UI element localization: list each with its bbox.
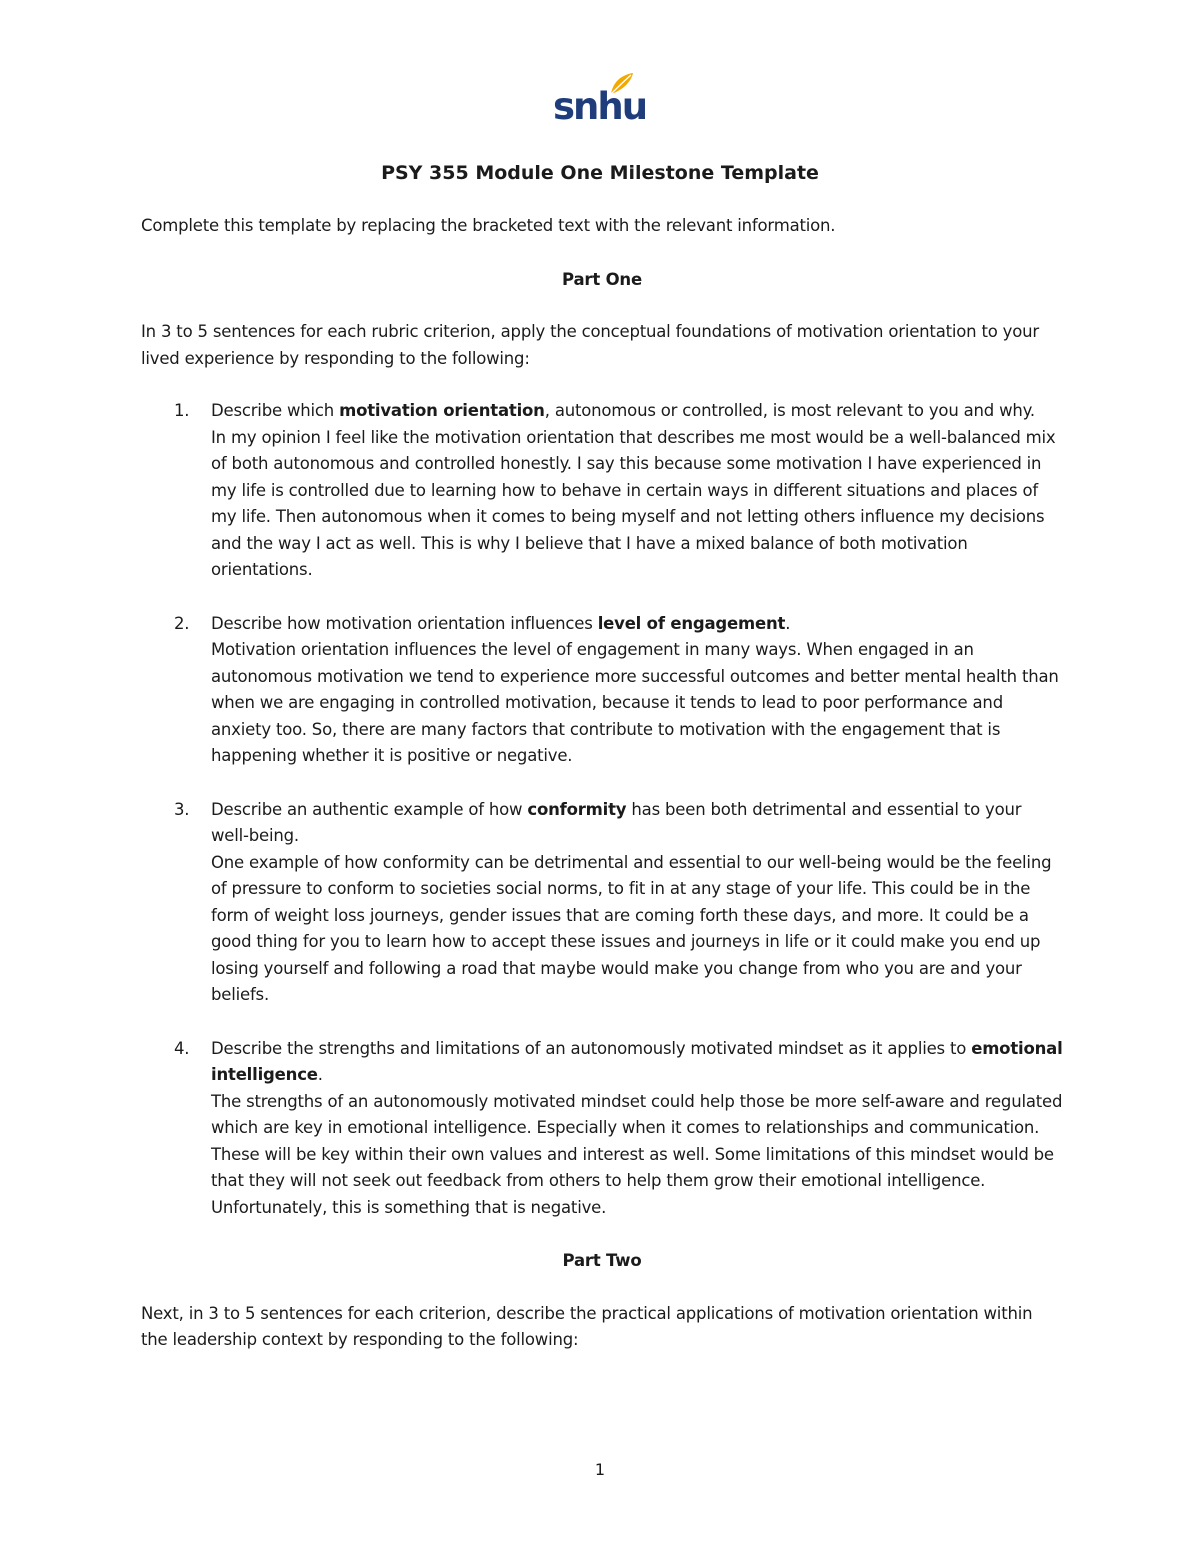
item-number: 2.: [174, 613, 190, 633]
page-number: 1: [594, 1460, 606, 1479]
list-item: [141, 1036, 1063, 1222]
list-item: [141, 611, 1063, 770]
item-prompt: Describe which motivation orientation, autonomous or controlled, is most relevant to you and why.: [211, 401, 1035, 420]
item-number: 4.: [174, 1038, 190, 1058]
item-answer: Motivation orientation influences the level of engagement in many ways. When engaged in an autonomous motivation we tend to experience more successful outcomes and better mental health than when we are engaging in controlled motivation, because it tends to lead to poor performance and anxiety too. So, there are many factors that contribute to motivation with the engagement that is happening whether it is positive or negative.: [211, 640, 1059, 765]
snhu-logo: [553, 72, 647, 134]
logo-text: snhu: [553, 85, 647, 128]
document-body: [141, 213, 1063, 1354]
item-prompt: Describe an authentic example of how conformity has been both detrimental and essential to your well-being.: [211, 799, 1022, 845]
item-prompt: Describe the strengths and limitations of an autonomously motivated mindset as it applies to emotional intelligence.: [211, 1038, 1063, 1084]
item-answer: The strengths of an autonomously motivated mindset could help those be more self-aware and regulated which are key in emotional intelligence. Especially when it comes to relationships and communication. These will be key within their own values and interest as well. Some limitations of this mindset would be that they will not seek out feedback from others to help them grow their emotional intelligence. Unfortunately, this is something that is negative.: [211, 1091, 1063, 1217]
item-number: 1.: [174, 401, 190, 420]
part-two-instructions: Next, in 3 to 5 sentences for each criterion, describe the practical applications of motivation orientation within the leadership context by responding to the following:: [141, 1303, 1033, 1349]
part-one-heading: Part One: [562, 269, 642, 289]
part-one-instructions: In 3 to 5 sentences for each rubric criterion, apply the conceptual foundations of motivation orientation to your lived experience by responding to the following:: [141, 322, 1039, 368]
intro-text: Complete this template by replacing the bracketed text with the relevant information.: [141, 216, 836, 235]
list-item: [141, 797, 1063, 1009]
page-title: PSY 355 Module One Milestone Template: [381, 162, 819, 184]
list-item: [141, 398, 1063, 584]
item-answer: One example of how conformity can be detrimental and essential to our well-being would be the feeling of pressure to conform to societies social norms, to fit in at any stage of your life. This could be in the form of weight loss journeys, gender issues that are coming forth these days, and more. It could be a good thing for you to learn how to accept these issues and journeys in life or it could make you end up losing yourself and following a road that maybe would make you change from who you are and your beliefs.: [211, 852, 1052, 1004]
item-answer: In my opinion I feel like the motivation orientation that describes me most would be a well-balanced mix of both autonomous and controlled honestly. I say this because some motivation I have experienced in my life is controlled due to learning how to behave in certain ways in different situations and places of my life. Then autonomous when it comes to being myself and not letting others influence my decisions and the way I act as well. This is why I believe that I have a mixed balance of both motivation orientations.: [211, 427, 1056, 579]
item-prompt: Describe how motivation orientation influences level of engagement.: [211, 613, 791, 633]
question-list: [141, 398, 1063, 1221]
item-number: 3.: [174, 799, 190, 819]
part-two-heading: Part Two: [562, 1251, 642, 1270]
